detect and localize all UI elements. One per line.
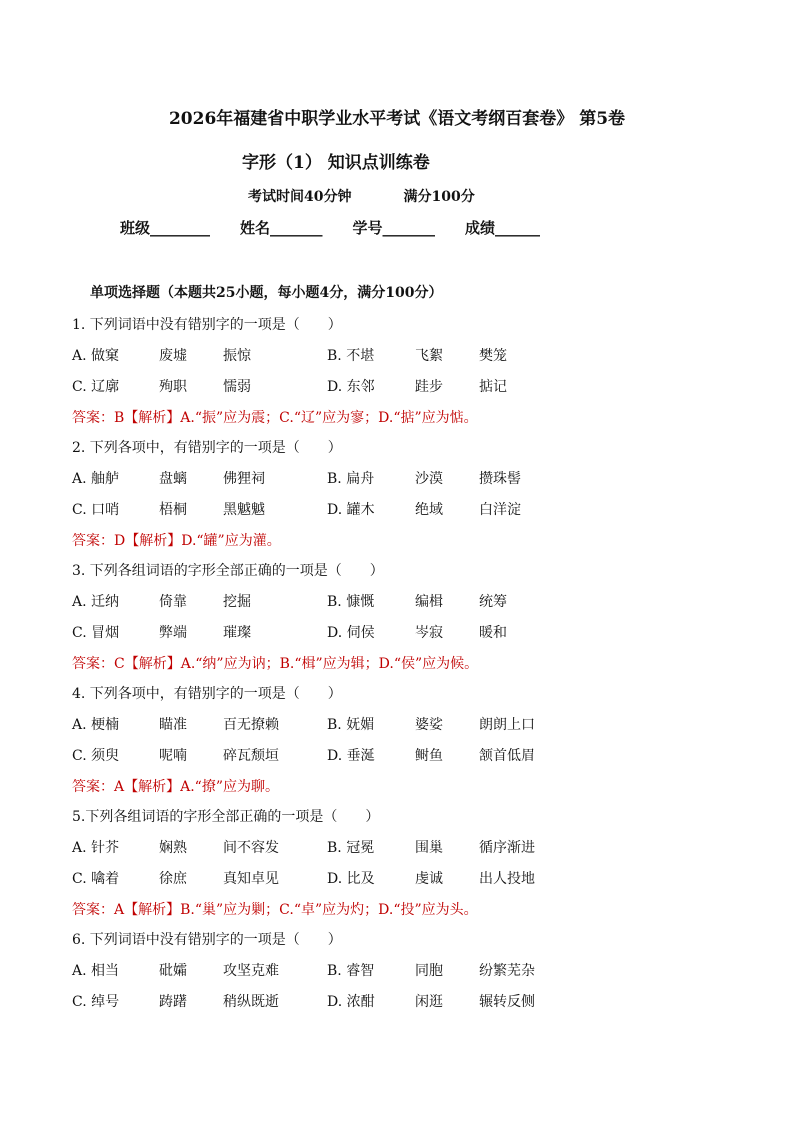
question-stem: 1. 下列词语中没有错别字的一项是（ ） xyxy=(72,317,342,333)
option-row xyxy=(72,714,772,734)
option-word: 编楫 xyxy=(415,594,443,610)
option-row xyxy=(72,868,772,888)
option-word: 黑魆魆 xyxy=(223,502,265,518)
option-word: B. 不堪 xyxy=(327,348,375,364)
option-word: 踌躇 xyxy=(159,994,187,1010)
question-stem: 6. 下列词语中没有错别字的一项是（ ） xyxy=(72,932,342,948)
option-word: B. 睿智 xyxy=(327,963,375,979)
option-word: 跬步 xyxy=(415,379,443,395)
option-word: 璀璨 xyxy=(223,625,251,641)
option-row xyxy=(72,591,772,611)
page-subtitle: 字形（1） 知识点训练卷 xyxy=(242,153,430,173)
option-word: 娴熟 xyxy=(159,840,187,856)
option-row xyxy=(72,499,772,519)
option-word: 白洋淀 xyxy=(479,502,521,518)
option-word: 碎瓦颓垣 xyxy=(223,748,279,764)
option-word: 辗转反侧 xyxy=(479,994,535,1010)
option-word: 振惊 xyxy=(223,348,251,364)
section-heading: 单项选择题（本题共25小题，每小题4分，满分100分） xyxy=(90,285,443,301)
answer-explanation: 答案：D【解析】D.“罐”应为灌。 xyxy=(72,533,281,549)
option-word: C. 绰号 xyxy=(72,994,120,1010)
option-word: 砒孀 xyxy=(159,963,187,979)
question-stem: 4. 下列各项中，有错别字的一项是（ ） xyxy=(72,686,342,702)
option-word: D. 罐木 xyxy=(327,502,375,518)
option-word: 同胞 xyxy=(415,963,443,979)
option-word: C. 冒烟 xyxy=(72,625,120,641)
answer-explanation: 答案：B【解析】A.“振”应为震；C.“辽”应为寥；D.“掂”应为惦。 xyxy=(72,410,478,426)
answer-explanation: 答案：C【解析】A.“纳”应为讷；B.“楫”应为辑；D.“侯”应为候。 xyxy=(72,656,479,672)
option-word: 循序渐进 xyxy=(479,840,535,856)
page-title: 2026年福建省中职学业水平考试《语文考纲百套卷》 第5卷 xyxy=(168,109,626,129)
option-word: A. 迁纳 xyxy=(72,594,120,610)
student-info-line xyxy=(120,217,570,238)
option-word: C. 噙着 xyxy=(72,871,120,887)
option-word: B. 扁舟 xyxy=(327,471,375,487)
question-stem: 5.下列各组词语的字形全部正确的一项是（ ） xyxy=(72,809,380,825)
option-word: 颔首低眉 xyxy=(479,748,535,764)
option-word: 弊端 xyxy=(159,625,187,641)
score-field: 成绩______ xyxy=(465,219,541,237)
option-word: A. 舳舻 xyxy=(72,471,120,487)
option-row xyxy=(72,345,772,365)
option-word: D. 伺侯 xyxy=(327,625,375,641)
option-word: C. 须臾 xyxy=(72,748,120,764)
option-word: D. 垂涎 xyxy=(327,748,375,764)
option-row xyxy=(72,745,772,765)
option-word: 间不容发 xyxy=(223,840,279,856)
option-row xyxy=(72,837,772,857)
option-word: 婆娑 xyxy=(415,717,443,733)
name-field: 姓名_______ xyxy=(240,219,323,237)
option-word: A. 梗楠 xyxy=(72,717,120,733)
option-word: 佛狸祠 xyxy=(223,471,265,487)
option-word: 攒珠髻 xyxy=(479,471,521,487)
option-word: 殉职 xyxy=(159,379,187,395)
option-word: D. 东邻 xyxy=(327,379,375,395)
option-row xyxy=(72,960,772,980)
class-field: 班级________ xyxy=(120,219,211,237)
option-word: 梧桐 xyxy=(159,502,187,518)
answer-explanation: 答案：A【解析】A.“撩”应为聊。 xyxy=(72,779,279,795)
option-word: 倚靠 xyxy=(159,594,187,610)
option-word: 真知卓见 xyxy=(223,871,279,887)
option-word: C. 口哨 xyxy=(72,502,120,518)
option-word: 朗朗上口 xyxy=(479,717,535,733)
option-word: 鲥鱼 xyxy=(415,748,443,764)
option-word: 百无撩赖 xyxy=(223,717,279,733)
option-word: 纷繁芜杂 xyxy=(479,963,535,979)
option-word: 出人投地 xyxy=(479,871,535,887)
option-word: 掂记 xyxy=(479,379,507,395)
option-word: D. 浓酣 xyxy=(327,994,375,1010)
option-word: 呢喃 xyxy=(159,748,187,764)
option-word: B. 慷慨 xyxy=(327,594,375,610)
option-row xyxy=(72,376,772,396)
option-row xyxy=(72,622,772,642)
option-word: 攻坚克难 xyxy=(223,963,279,979)
option-word: 稍纵既逝 xyxy=(223,994,279,1010)
option-word: 围巢 xyxy=(415,840,443,856)
option-word: 岑寂 xyxy=(415,625,443,641)
exam-meta xyxy=(248,186,475,206)
option-word: D. 比及 xyxy=(327,871,375,887)
option-word: 挖掘 xyxy=(223,594,251,610)
option-word: 虔诚 xyxy=(415,871,443,887)
option-word: C. 辽廓 xyxy=(72,379,120,395)
option-word: B. 冠冕 xyxy=(327,840,375,856)
answer-explanation: 答案：A【解析】B.“巢”应为剿；C.“卓”应为灼；D.“投”应为头。 xyxy=(72,902,478,918)
option-word: 绝域 xyxy=(415,502,443,518)
option-row xyxy=(72,991,772,1011)
option-row xyxy=(72,468,772,488)
question-stem: 2. 下列各项中，有错别字的一项是（ ） xyxy=(72,440,342,456)
option-word: 飞絮 xyxy=(415,348,443,364)
option-word: A. 相当 xyxy=(72,963,120,979)
student-id-field: 学号_______ xyxy=(352,219,436,237)
option-word: 盘螭 xyxy=(159,471,187,487)
option-word: 沙漠 xyxy=(415,471,443,487)
full-score: 满分100分 xyxy=(403,189,475,205)
option-word: B. 妩媚 xyxy=(327,717,375,733)
option-word: 闲逛 xyxy=(415,994,443,1010)
option-word: 懦弱 xyxy=(223,379,251,395)
option-word: 樊笼 xyxy=(479,348,507,364)
option-word: A. 针芥 xyxy=(72,840,120,856)
option-word: 瞄准 xyxy=(159,717,187,733)
option-word: 统筹 xyxy=(479,594,507,610)
option-word: 废墟 xyxy=(159,348,187,364)
option-word: A. 做窠 xyxy=(72,348,120,364)
option-word: 暖和 xyxy=(479,625,507,641)
option-word: 徐庶 xyxy=(159,871,187,887)
question-stem: 3. 下列各组词语的字形全部正确的一项是（ ） xyxy=(72,563,384,579)
exam-time: 考试时间40分钟 xyxy=(248,189,352,205)
